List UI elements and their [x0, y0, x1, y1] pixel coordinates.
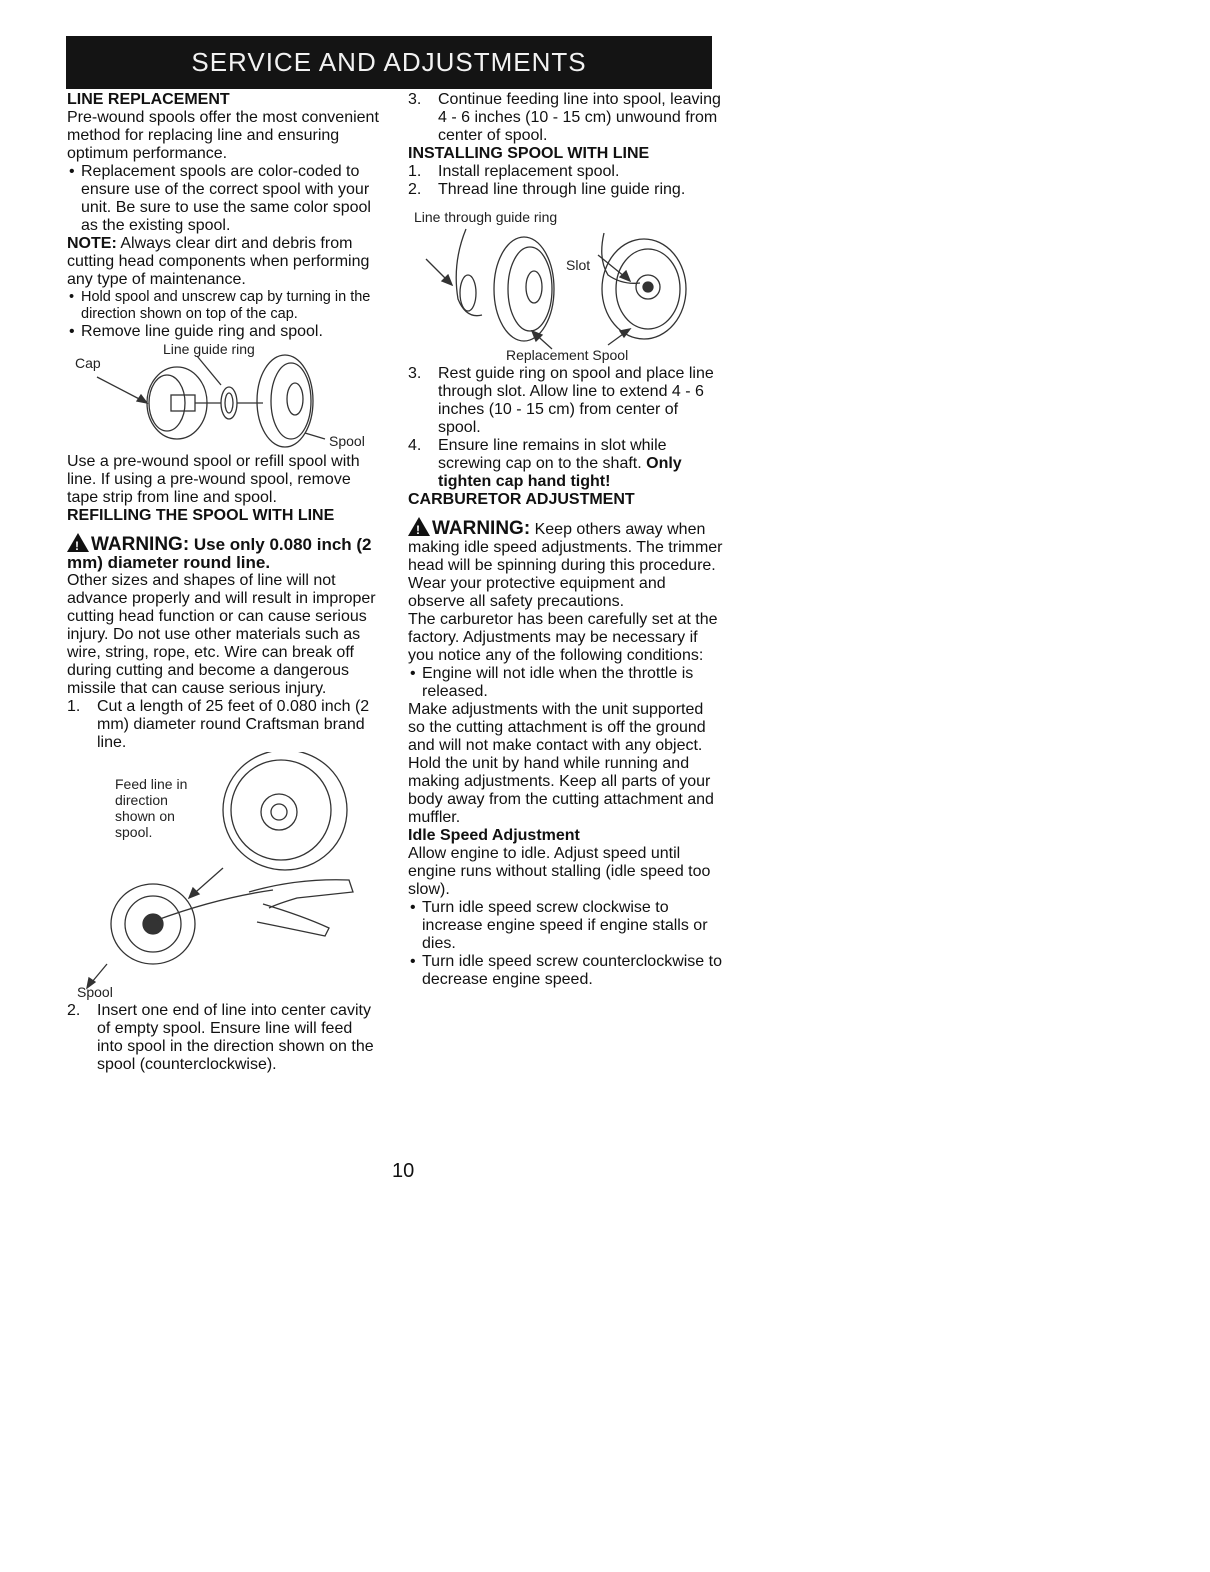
- note-label: NOTE:: [67, 235, 117, 252]
- bullet-text: Engine will not idle when the throttle is released.: [422, 665, 694, 700]
- carburetor-heading: CARBURETOR ADJUSTMENT: [408, 491, 635, 508]
- install-step-2: [408, 181, 724, 199]
- bullet-text: Hold spool and unscrew cap by turning in the direction shown on top of the cap.: [81, 289, 371, 322]
- slot-label: Slot: [566, 257, 591, 273]
- install-step-4: [408, 437, 724, 491]
- feed-line-illustration: [67, 752, 379, 1002]
- replacement-spool-label: Replacement Spool: [506, 347, 629, 363]
- bullet-text: Replacement spools are color-coded to ensure use of the correct spool with your unit. Be sure to use the same color spool as the existing spool.: [81, 163, 371, 234]
- refill-heading: REFILLING THE SPOOL WITH LINE: [67, 507, 335, 524]
- list-item: • Hold spool and unscrew cap by turning in the direction shown on top of the cap.: [69, 289, 371, 322]
- step-number: 2.: [408, 181, 422, 198]
- ring-label: Line guide ring: [163, 341, 255, 357]
- step-text: Ensure line remains in slot while screwing cap on to the shaft.: [438, 437, 667, 472]
- step-number: 1.: [408, 163, 422, 180]
- feed-line-figure: [67, 752, 379, 1002]
- step-number: 3.: [408, 91, 422, 108]
- warning-bold-text: Use only 0.080 inch (2 mm) diameter round line.: [67, 535, 372, 572]
- step-number: 2.: [67, 1002, 81, 1019]
- cap-label: Cap: [75, 355, 101, 371]
- idle-speed-text: Allow engine to idle. Adjust speed until engine runs without stalling (idle speed too slow).: [408, 845, 711, 898]
- left-column: [67, 91, 379, 1074]
- list-item: • Turn idle speed screw clockwise to increase engine speed if engine stalls or dies.: [410, 899, 708, 952]
- warning-text: Keep others away when making idle speed adjustments. The trimmer head will be spinning during this procedure. Wear your protective equipment and observe all safety precautions.: [408, 521, 723, 610]
- right-column: [408, 91, 724, 989]
- feed-direction-label: Feed line in direction shown on spool.: [115, 776, 188, 840]
- step-number: 3.: [408, 365, 422, 382]
- idle-speed-heading: Idle Speed Adjustment: [408, 827, 580, 844]
- install-step-3: [408, 365, 724, 437]
- bullet-list: [67, 289, 379, 341]
- step-text: Insert one end of line into center cavity of empty spool. Ensure line will feed into spool in the direction shown on the spool (counterclockwise).: [97, 1002, 374, 1073]
- spool-label: Spool: [329, 433, 365, 449]
- support-text: Make adjustments with the unit supported so the cutting attachment is off the ground and will not make contact with any object. Hold the unit by hand while running and making adjustments. Keep all parts of your body away from the cutting attachment and muffler.: [408, 701, 714, 826]
- list-item: • Replacement spools are color-coded to ensure use of the correct spool with your unit. Be sure to use the same color spool as the existing spool.: [69, 163, 371, 234]
- note-paragraph: [67, 235, 379, 289]
- warning-heading: [67, 533, 379, 572]
- section-banner: SERVICE AND ADJUSTMENTS: [66, 36, 712, 89]
- carburetor-text: The carburetor has been carefully set at the factory. Adjustments may be necessary if you notice any of the following conditions:: [408, 611, 718, 664]
- step-number: 4.: [408, 437, 422, 454]
- step-2: [67, 1002, 379, 1074]
- bullet-list: [408, 665, 724, 701]
- bullet-text: Turn idle speed screw clockwise to increase engine speed if engine stalls or dies.: [422, 899, 708, 952]
- warning-text: Other sizes and shapes of line will not advance properly and will result in improper cutting head function or can cause serious injury. Do not use other materials such as wire, string, rope, etc. Wire can break off during cutting and become a dangerous missile that can cause serious injury.: [67, 572, 376, 697]
- cap-ring-spool-figure: [67, 341, 379, 453]
- bullet-list: [408, 899, 724, 989]
- step-text: Install replacement spool.: [438, 163, 620, 180]
- step-text: Thread line through line guide ring.: [438, 181, 686, 198]
- step-text: Cut a length of 25 feet of 0.080 inch (2 mm) diameter round Craftsman brand line.: [97, 698, 370, 751]
- line-replacement-heading: LINE REPLACEMENT: [67, 91, 230, 108]
- step-1: [67, 698, 379, 752]
- warning-icon: [67, 533, 89, 552]
- note-text: Always clear dirt and debris from cutting head components when performing any type of maintenance.: [67, 235, 370, 288]
- replacement-spool-figure: [408, 203, 724, 365]
- step-bold-text: Only tighten cap hand tight!: [438, 455, 682, 490]
- intro-text: Pre-wound spools offer the most convenient method for replacing line and ensuring optimum performance.: [67, 109, 379, 162]
- warning-word: WARNING:: [432, 518, 531, 539]
- prewound-text: Use a pre-wound spool or refill spool with line. If using a pre-wound spool, remove tape strip from line and spool.: [67, 453, 360, 506]
- step-text: Continue feeding line into spool, leaving 4 - 6 inches (10 - 15 cm) unwound from center of spool.: [438, 91, 721, 144]
- warning-paragraph: [408, 517, 724, 611]
- step-text: Rest guide ring on spool and place line through slot. Allow line to extend 4 - 6 inches (10 - 15 cm) from center of spool.: [438, 365, 714, 436]
- list-item: • Engine will not idle when the throttle is released.: [410, 665, 694, 700]
- step-3: [408, 91, 724, 145]
- list-item: • Remove line guide ring and spool.: [69, 323, 323, 340]
- warning-word: WARNING:: [91, 534, 190, 555]
- page-number: 10: [392, 1160, 415, 1182]
- bullet-text: Remove line guide ring and spool.: [81, 323, 323, 340]
- replacement-spool-illustration: [408, 203, 724, 365]
- warning-icon: [408, 517, 430, 536]
- step-number: 1.: [67, 698, 81, 715]
- list-item: • Turn idle speed screw counterclockwise to decrease engine speed.: [410, 953, 722, 988]
- line-guide-label: Line through guide ring: [414, 209, 558, 225]
- install-step-1: [408, 163, 724, 181]
- spool-label: Spool: [77, 984, 113, 1000]
- installing-heading: INSTALLING SPOOL WITH LINE: [408, 145, 650, 162]
- bullet-text: Turn idle speed screw counterclockwise to decrease engine speed.: [422, 953, 722, 988]
- bullet-list: [67, 163, 379, 235]
